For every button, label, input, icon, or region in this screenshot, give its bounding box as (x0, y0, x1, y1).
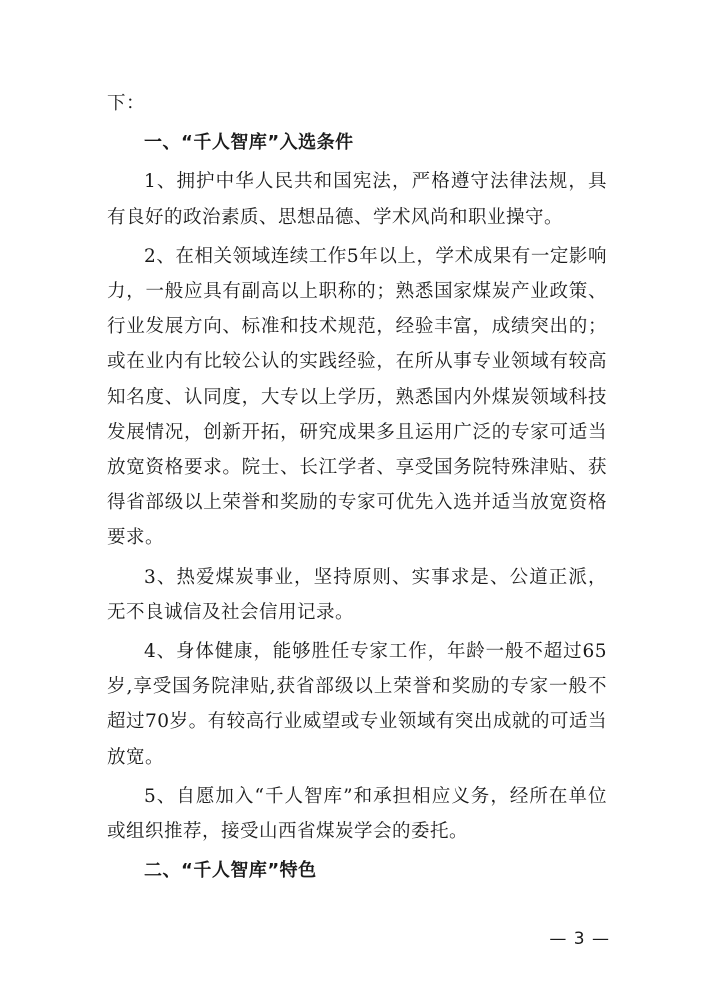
criteria-item-3: 3、热爱煤炭事业，坚持原则、实事求是、公道正派，无不良诚信及社会信用记录。 (107, 566, 607, 623)
section-heading-features: 二、“千人智库”特色 (144, 860, 317, 882)
intro-fragment: 下： (107, 93, 146, 114)
criteria-item-1: 1、拥护中华人民共和国宪法，严格遵守法律法规，具有良好的政治素质、思想品德、学术风尚和职业操守。 (107, 171, 607, 228)
section-heading-selection-criteria: 一、“千人智库”入选条件 (144, 132, 354, 154)
document-body (107, 86, 607, 888)
criteria-item-5: 5、自愿加入“千人智库”和承担相应义务，经所在单位或组织推荐，接受山西省煤炭学会的委托。 (107, 785, 607, 843)
criteria-item-4: 4、身体健康，能够胜任专家工作，年龄一般不超过65岁,享受国务院津贴,获省部级以上荣誉和奖励的专家一般不超过70岁。有较高行业威望或专业领域有突出成就的可适当放宽。 (107, 641, 607, 768)
criteria-item-2: 2、在相关领域连续工作5年以上，学术成果有一定影响力，一般应具有副高以上职称的；熟悉国家煤炭产业政策、行业发展方向、标准和技术规范，经验丰富，成绩突出的；或在业内有比较公认的实践经验，在所从事专业领域有较高知名度、认同度，大专以上学历，熟悉国内外煤炭领域科技发展情况，创新开拓，研究成果多且运用广泛的专家可适当放宽资格要求。院士、长江学者、享受国务院特殊津贴、获得省部级以上荣誉和奖励的专家可优先入选并适当放宽资格要求。 (107, 245, 607, 549)
page-number: — 3 — (549, 929, 610, 949)
